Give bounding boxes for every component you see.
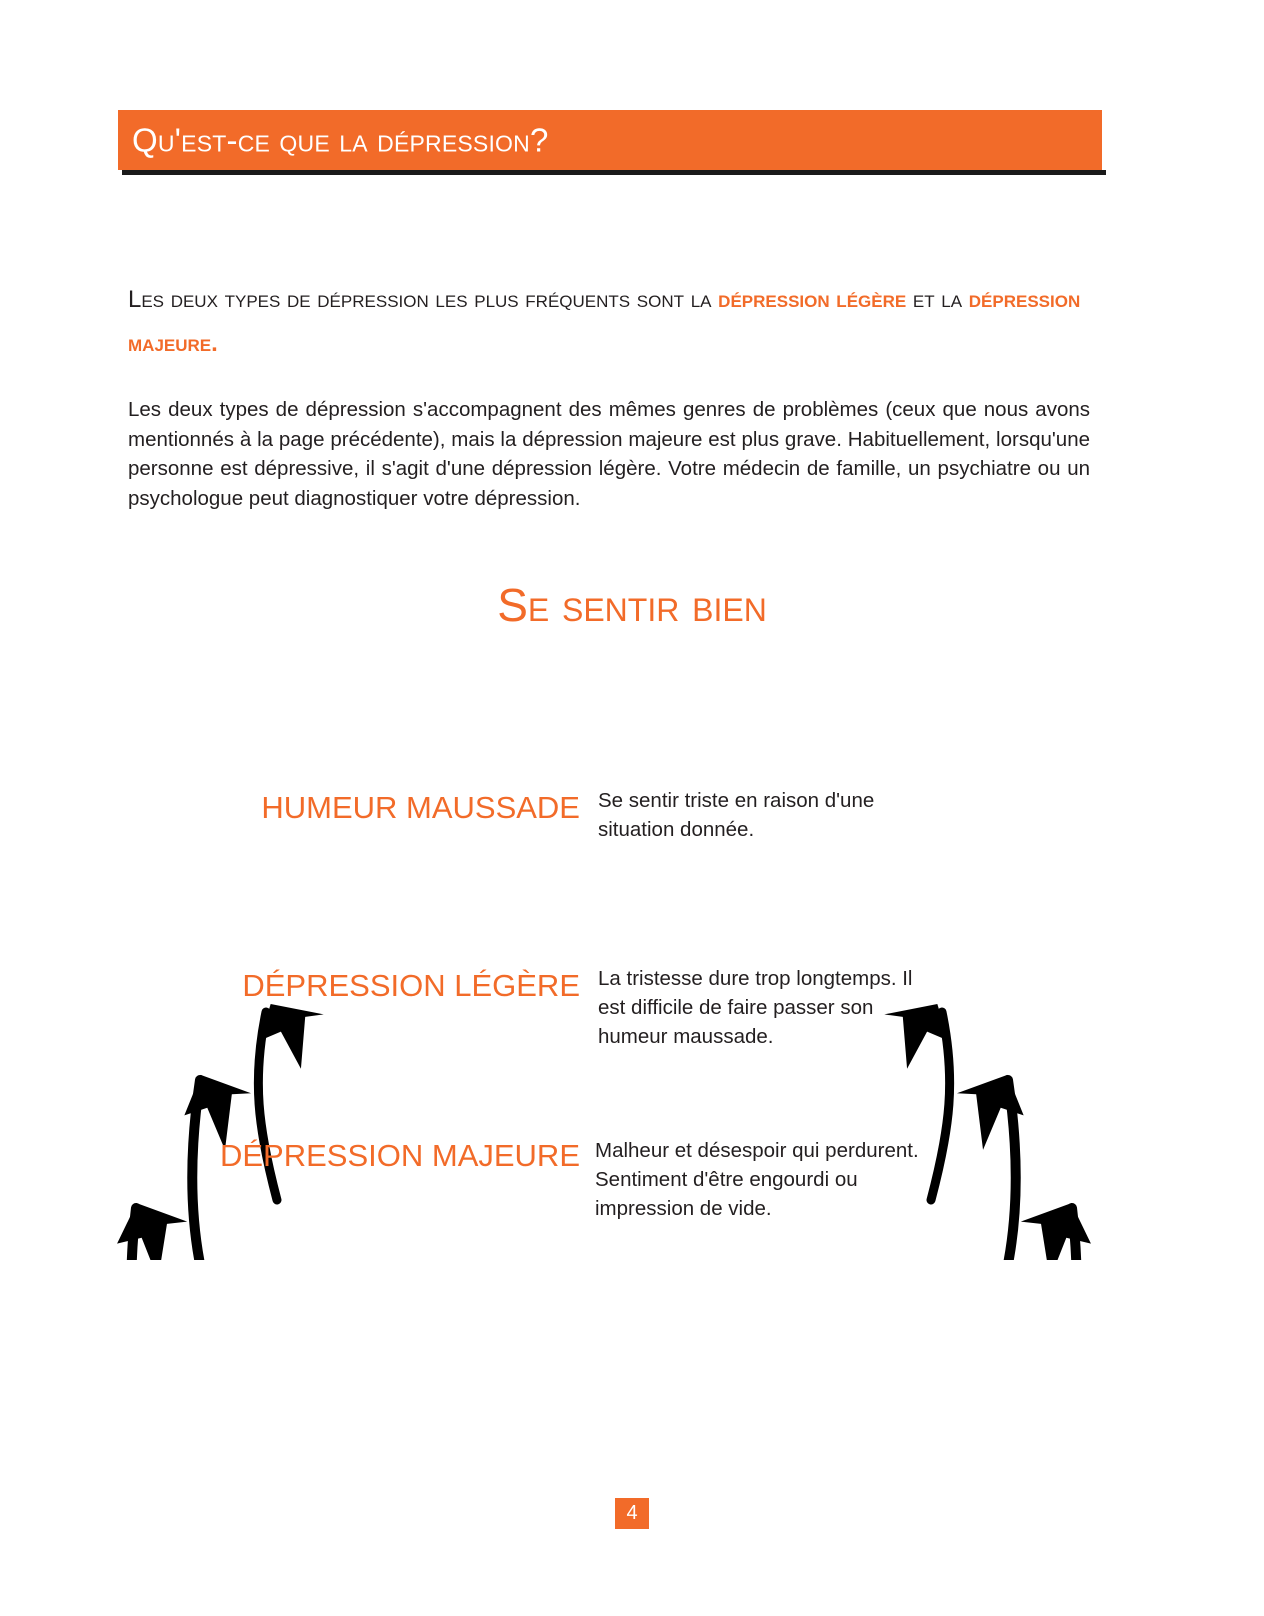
stage-description: Malheur et désespoir qui perdurent. Sentiment d'être engourdi ou impression de vide. — [595, 1139, 919, 1220]
intro-highlight-major-depression: dépression majeure — [128, 286, 1081, 357]
stage-label: HUMEUR MAUSSADE — [261, 790, 580, 825]
page-title: Qu'est-ce que la dépression? — [132, 121, 549, 159]
section-header-banner — [118, 110, 1102, 170]
stage-label: DÉPRESSION MAJEURE — [219, 1138, 580, 1173]
arrow-right-outer — [968, 1202, 1094, 1260]
arrow-right-middle — [956, 1074, 1027, 1260]
intro-statement — [128, 278, 1092, 366]
intro-text-part-2: et la — [906, 286, 969, 313]
body-paragraph: Les deux types de dépression s'accompagnent des mêmes genres de problèmes (ceux que nous avons mentionnés à la page précédente), mais la dépression majeure est plus grave. Habituellement, lorsqu'une personne est dépressive, il s'agit d'une dépression légère. Votre médecin de famille, un psychiatre ou un psychologue peut diagnostiquer votre dépression. — [128, 398, 1090, 510]
intro-highlight-mild-depression: dépression légère — [718, 286, 907, 313]
page-number-badge: 4 — [615, 1498, 649, 1529]
stage-label: DÉPRESSION LÉGÈRE — [242, 968, 580, 1003]
arrow-left-outer — [114, 1202, 240, 1260]
intro-text-part-1: Les deux types de dépression les plus fréquents sont la — [128, 286, 719, 313]
stage-description: Se sentir triste en raison d'une situation donnée. — [598, 789, 875, 841]
intro-text-part-3: . — [211, 330, 218, 357]
depression-cycle-diagram — [0, 560, 1264, 1260]
diagram-title: Se sentir bien — [497, 579, 767, 631]
stage-description: La tristesse dure trop longtemps. Il est difficile de faire passer son humeur maussade. — [598, 967, 913, 1048]
